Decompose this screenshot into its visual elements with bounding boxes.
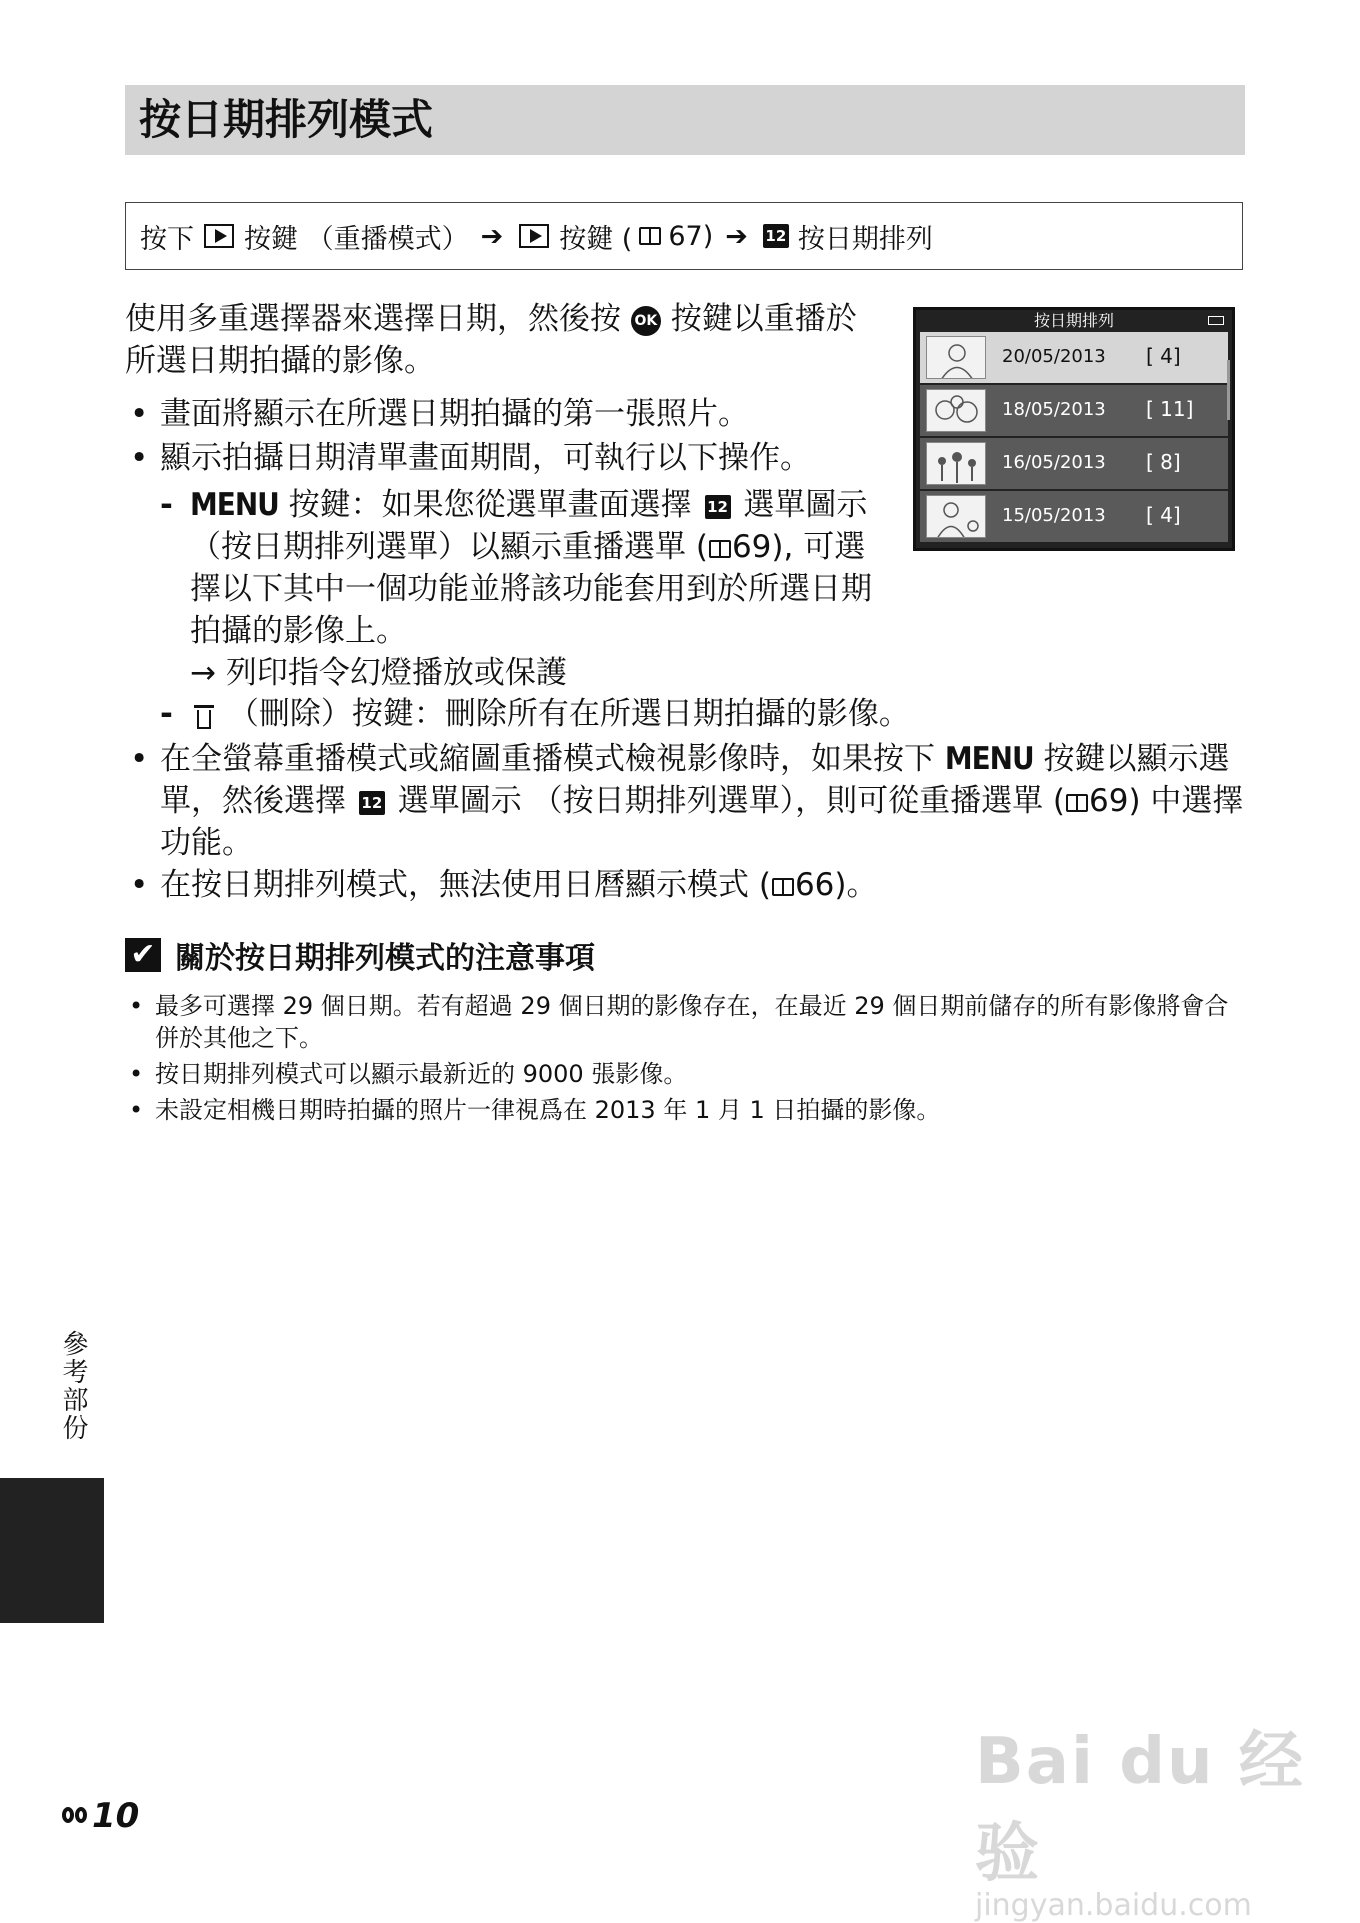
bullet-dot: •	[129, 1096, 144, 1124]
row-count: [ 11]	[1146, 397, 1194, 421]
row-date: 16/05/2013	[1002, 452, 1106, 473]
intro-text-a: 使用多重選擇器來選擇日期，然後按	[125, 301, 621, 337]
date-row	[920, 385, 1228, 436]
bullet-text: 畫面將顯示在所選日期拍攝的第一張照片。	[160, 396, 749, 432]
menu-button-label: MENU	[190, 487, 279, 523]
list-by-date-icon: 12	[763, 224, 789, 248]
list-item	[130, 393, 890, 435]
book-ref-icon	[639, 227, 661, 245]
nav-text-press: 按下	[140, 223, 194, 255]
row-count: [ 8]	[1146, 450, 1181, 474]
nav-ref-page: 67)	[668, 220, 714, 252]
bullet-text: 顯示拍攝日期清單畫面期間，可執行以下操作。	[160, 440, 811, 476]
intro-text-b: 按鍵以重播於所選日期拍攝的影像。	[125, 301, 857, 379]
note-item	[129, 1094, 1250, 1126]
sub-item-menu	[160, 484, 880, 694]
nav-text-button: 按鍵 (	[559, 223, 633, 255]
menu-button-label: MENU	[944, 741, 1034, 777]
screen-header	[916, 310, 1232, 332]
list-by-date-icon: 12	[359, 791, 385, 815]
dash-marker: -	[160, 487, 173, 523]
bullet-dot: •	[130, 867, 149, 903]
bullet-dot: •	[130, 396, 149, 432]
list-item	[130, 437, 890, 479]
watermark-logo: Bai du 经验	[975, 1725, 1305, 1891]
title-bar	[125, 85, 1245, 155]
list-item	[130, 864, 1245, 906]
ok-button-icon: OK	[631, 306, 661, 336]
list-item	[130, 738, 1245, 864]
bullet-dot: •	[129, 992, 144, 1020]
date-row	[920, 491, 1228, 542]
note-text: 未設定相機日期時拍攝的照片一律視爲在 2013 年 1 月 1 日拍攝的影像。	[155, 1096, 941, 1124]
row-date: 20/05/2013	[1002, 346, 1106, 367]
check-icon: ✔	[125, 938, 161, 972]
bullet3-text-c: 選單圖示 （按日期排列選單），則可從重播選單 (	[397, 783, 1066, 819]
photo-thumbnail	[926, 495, 986, 538]
arrow-right-icon: ➔	[480, 220, 504, 252]
sub-menu-text-a: 按鍵：如果您從選單畫面選擇	[288, 487, 692, 523]
sub-menu-ref: 69),	[731, 529, 794, 565]
page-title: 按日期排列模式	[139, 95, 434, 144]
photo-thumbnail	[926, 336, 986, 379]
nav-text-list-by-date: 按日期排列	[797, 223, 933, 255]
page-number-text: 10	[92, 1796, 140, 1836]
row-count: [ 4]	[1146, 503, 1181, 527]
battery-icon	[1208, 316, 1224, 325]
bullet-dot: •	[130, 440, 149, 476]
navigation-path	[125, 202, 1243, 270]
bullet4-text: 在按日期排列模式，無法使用日曆顯示模式 (	[160, 867, 771, 903]
sub-menu-text-b: 選單圖示（按日期排列選單）以顯示重播選單 (	[190, 487, 868, 565]
bullet3-ref: 69) 中選擇功能。	[160, 783, 1244, 861]
note-heading	[125, 933, 595, 977]
sub-menu-text-c: 可選擇以下其中一個功能並將該功能套用到於所選日期拍攝的影像上。	[190, 529, 872, 649]
row-count: [ 4]	[1146, 344, 1181, 368]
intro-paragraph	[125, 298, 885, 382]
section-side-label: 參考部份	[58, 1330, 88, 1442]
bullet3-text-b: 按鍵以顯示選單，然後選擇	[160, 741, 1230, 819]
row-date: 18/05/2013	[1002, 399, 1106, 420]
book-ref-icon	[709, 540, 731, 558]
photo-thumbnail	[926, 442, 986, 485]
row-date: 15/05/2013	[1002, 505, 1106, 526]
screen-title: 按日期排列	[1033, 311, 1114, 330]
date-row	[920, 438, 1228, 489]
playback-button-icon	[519, 224, 549, 248]
watermark-url: jingyan.baidu.com	[975, 1888, 1252, 1923]
note-item	[129, 1058, 1250, 1090]
page-number	[62, 1796, 139, 1836]
bullet-dot: •	[130, 741, 149, 777]
bullet-dot: •	[129, 1060, 144, 1088]
sub-item-delete	[160, 693, 1020, 735]
arrow-right-icon: ➔	[725, 220, 748, 252]
scrollbar	[1227, 360, 1230, 420]
trash-icon	[194, 703, 214, 729]
camera-screen	[913, 307, 1235, 551]
sub-menu-text-d: → 列印指令幻燈播放或保護	[190, 655, 567, 691]
bullet4-ref: 66)。	[794, 867, 878, 903]
nav-text-playback-mode: 按鍵 （重播模式）	[244, 223, 469, 255]
book-ref-icon	[772, 878, 794, 896]
book-ref-icon	[1066, 794, 1088, 812]
note-heading-text: 關於按日期排列模式的注意事項	[175, 941, 595, 976]
playback-button-icon	[204, 224, 234, 248]
section-side-tab	[0, 1478, 104, 1623]
note-item	[129, 990, 1250, 1054]
sub-delete-text: （刪除）按鍵：刪除所有在所選日期拍攝的影像。	[227, 696, 910, 732]
dash-marker: -	[160, 696, 173, 732]
photo-thumbnail	[926, 389, 986, 432]
note-text: 最多可選擇 29 個日期。若有超過 29 個日期的影像存在，在最近 29 個日期前儲存的所有影像將會合併於其他之下。	[155, 992, 1229, 1052]
watermark	[975, 1710, 1360, 1923]
list-by-date-icon: 12	[705, 495, 731, 519]
date-row	[920, 332, 1228, 383]
bullet3-text-a: 在全螢幕重播模式或縮圖重播模式檢視影像時，如果按下	[160, 741, 935, 777]
reference-section-icon	[62, 1805, 90, 1827]
note-text: 按日期排列模式可以顯示最新近的 9000 張影像。	[155, 1060, 688, 1088]
